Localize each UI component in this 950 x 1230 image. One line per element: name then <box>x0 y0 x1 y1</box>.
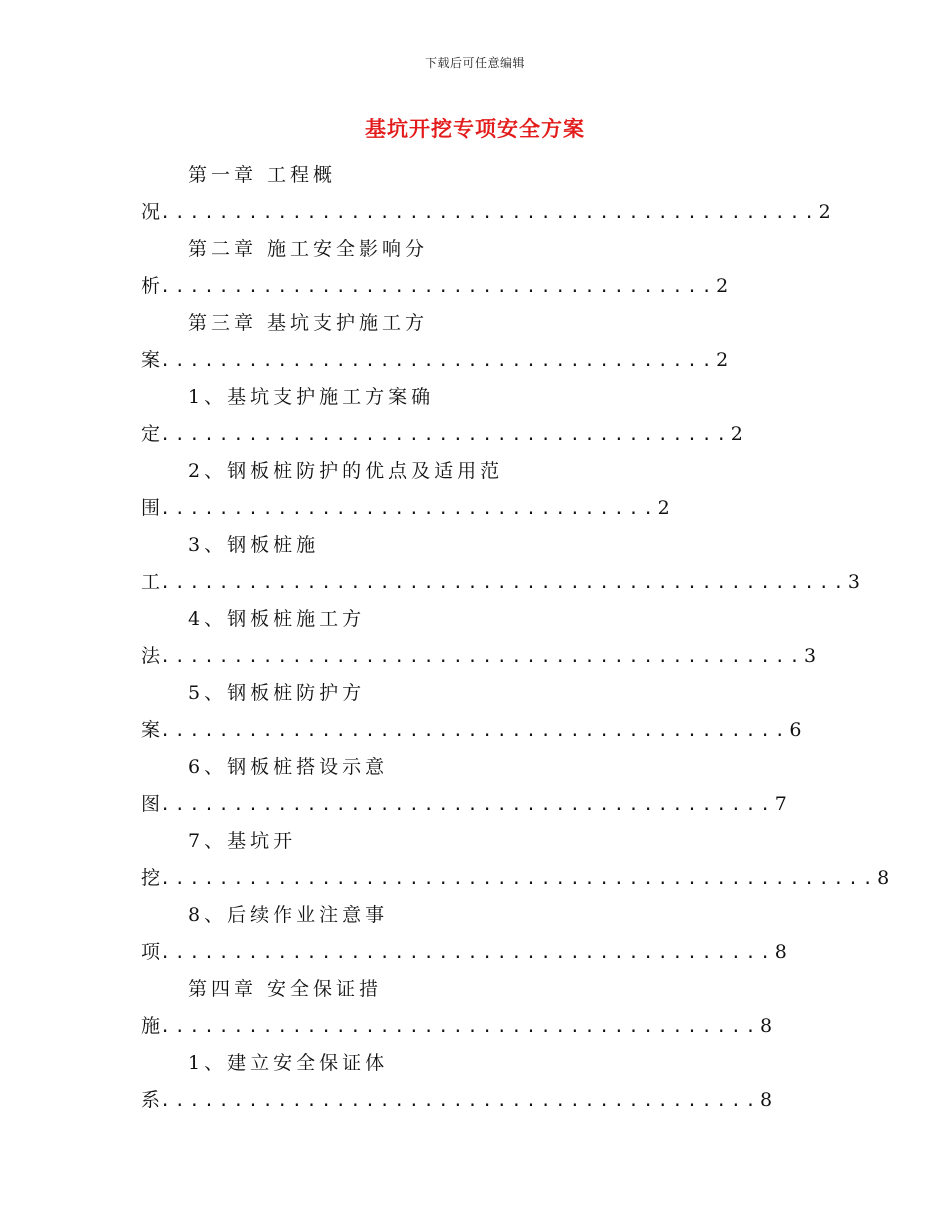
toc-entry <box>141 678 821 752</box>
toc-entry-tail: 况 <box>141 201 161 223</box>
toc-leader-dots: ......................................... <box>160 1091 761 1111</box>
document-title: 基坑开挖专项安全方案 <box>365 116 585 141</box>
toc-entry-heading: 6、钢板桩搭设示意 <box>188 756 389 778</box>
toc-entry-continuation <box>141 567 860 604</box>
toc-leader-dots: .................................. <box>160 499 658 519</box>
toc-entry-tail: 工 <box>141 571 161 593</box>
toc-entry-heading: 1、基坑支护施工方案确 <box>188 386 435 408</box>
toc-entry-tail: 图 <box>141 793 161 815</box>
toc-leader-dots: .......................................... <box>160 943 775 963</box>
toc-entry-tail: 围 <box>141 497 161 519</box>
toc-leader-dots: ........................................... <box>160 721 790 741</box>
toc-entry-tail: 施 <box>141 1015 161 1037</box>
toc-entry-heading: 7、基坑开 <box>188 830 297 852</box>
toc-entry <box>141 974 821 1048</box>
toc-entry-heading: 4、钢板桩施工方 <box>188 608 366 630</box>
toc-entry <box>141 604 821 678</box>
toc-entry-continuation <box>141 271 821 308</box>
toc-leader-dots: ......................................... <box>160 1017 761 1037</box>
toc-page-number: 3 <box>803 645 817 667</box>
toc-entry-heading: 2、钢板桩防护的优点及适用范 <box>188 460 504 482</box>
toc-entry <box>141 160 831 234</box>
toc-page-number: 3 <box>847 571 860 593</box>
toc-page-number: 2 <box>818 201 831 223</box>
toc-entry <box>141 456 821 530</box>
toc-page-number: 2 <box>657 497 670 519</box>
header-note: 下载后可任意编辑 <box>424 56 525 70</box>
toc-leader-dots: ............................................ <box>160 647 804 667</box>
toc-entry-continuation <box>141 1085 821 1122</box>
toc-entry <box>141 752 821 826</box>
toc-page-number: 2 <box>730 423 743 445</box>
toc-entry-continuation <box>141 789 821 826</box>
toc-entry <box>141 308 821 382</box>
toc-entry-continuation <box>141 493 821 530</box>
toc-entry <box>141 234 821 308</box>
toc-entry-tail: 析 <box>141 275 161 297</box>
toc-leader-dots: ...................................... <box>160 277 717 297</box>
toc-leader-dots: .......................................... <box>160 795 775 815</box>
toc-entry-heading: 第二章 施工安全影响分 <box>188 238 429 260</box>
table-of-contents <box>141 160 890 1122</box>
toc-entry-tail: 系 <box>141 1089 161 1111</box>
toc-leader-dots: ............................................. <box>160 203 819 223</box>
toc-entry-heading: 第四章 安全保证措 <box>188 978 383 1000</box>
toc-entry-continuation <box>141 197 831 234</box>
toc-entry <box>141 900 821 974</box>
toc-entry-heading: 第一章 工程概 <box>188 164 337 186</box>
toc-page-number: 8 <box>774 941 787 963</box>
toc-entry-heading: 1、建立安全保证体 <box>188 1052 389 1074</box>
toc-entry-heading: 8、后续作业注意事 <box>188 904 389 926</box>
toc-page-number: 8 <box>760 1089 773 1111</box>
toc-leader-dots: ............................................... <box>160 573 848 593</box>
toc-entry-continuation <box>141 863 890 900</box>
toc-page-number: 6 <box>789 719 802 741</box>
toc-entry-continuation <box>141 937 821 974</box>
toc-entry-tail: 项 <box>141 941 161 963</box>
toc-page-number: 2 <box>716 275 729 297</box>
toc-entry-heading: 5、钢板桩防护方 <box>188 682 366 704</box>
toc-page-number: 2 <box>716 349 729 371</box>
toc-leader-dots: ....................................... <box>160 425 731 445</box>
toc-entry-tail: 挖 <box>141 867 161 889</box>
toc-page-number: 8 <box>877 867 890 889</box>
toc-entry-tail: 案 <box>141 719 161 741</box>
toc-entry <box>141 530 860 604</box>
toc-entry-continuation <box>141 345 821 382</box>
toc-page-number: 7 <box>774 793 787 815</box>
toc-entry <box>141 1048 821 1122</box>
toc-entry-heading: 第三章 基坑支护施工方 <box>188 312 429 334</box>
toc-entry-tail: 案 <box>141 349 161 371</box>
toc-entry-continuation <box>141 641 821 678</box>
toc-entry-tail: 定 <box>141 423 161 445</box>
toc-leader-dots: ................................................. <box>160 869 878 889</box>
toc-entry-continuation <box>141 1011 821 1048</box>
toc-entry-continuation <box>141 715 821 752</box>
toc-entry <box>141 382 821 456</box>
toc-entry-heading: 3、钢板桩施 <box>188 534 320 556</box>
toc-entry-tail: 法 <box>141 645 161 667</box>
toc-entry-continuation <box>141 419 821 456</box>
toc-leader-dots: ...................................... <box>160 351 717 371</box>
toc-page-number: 8 <box>760 1015 773 1037</box>
toc-entry <box>141 826 890 900</box>
